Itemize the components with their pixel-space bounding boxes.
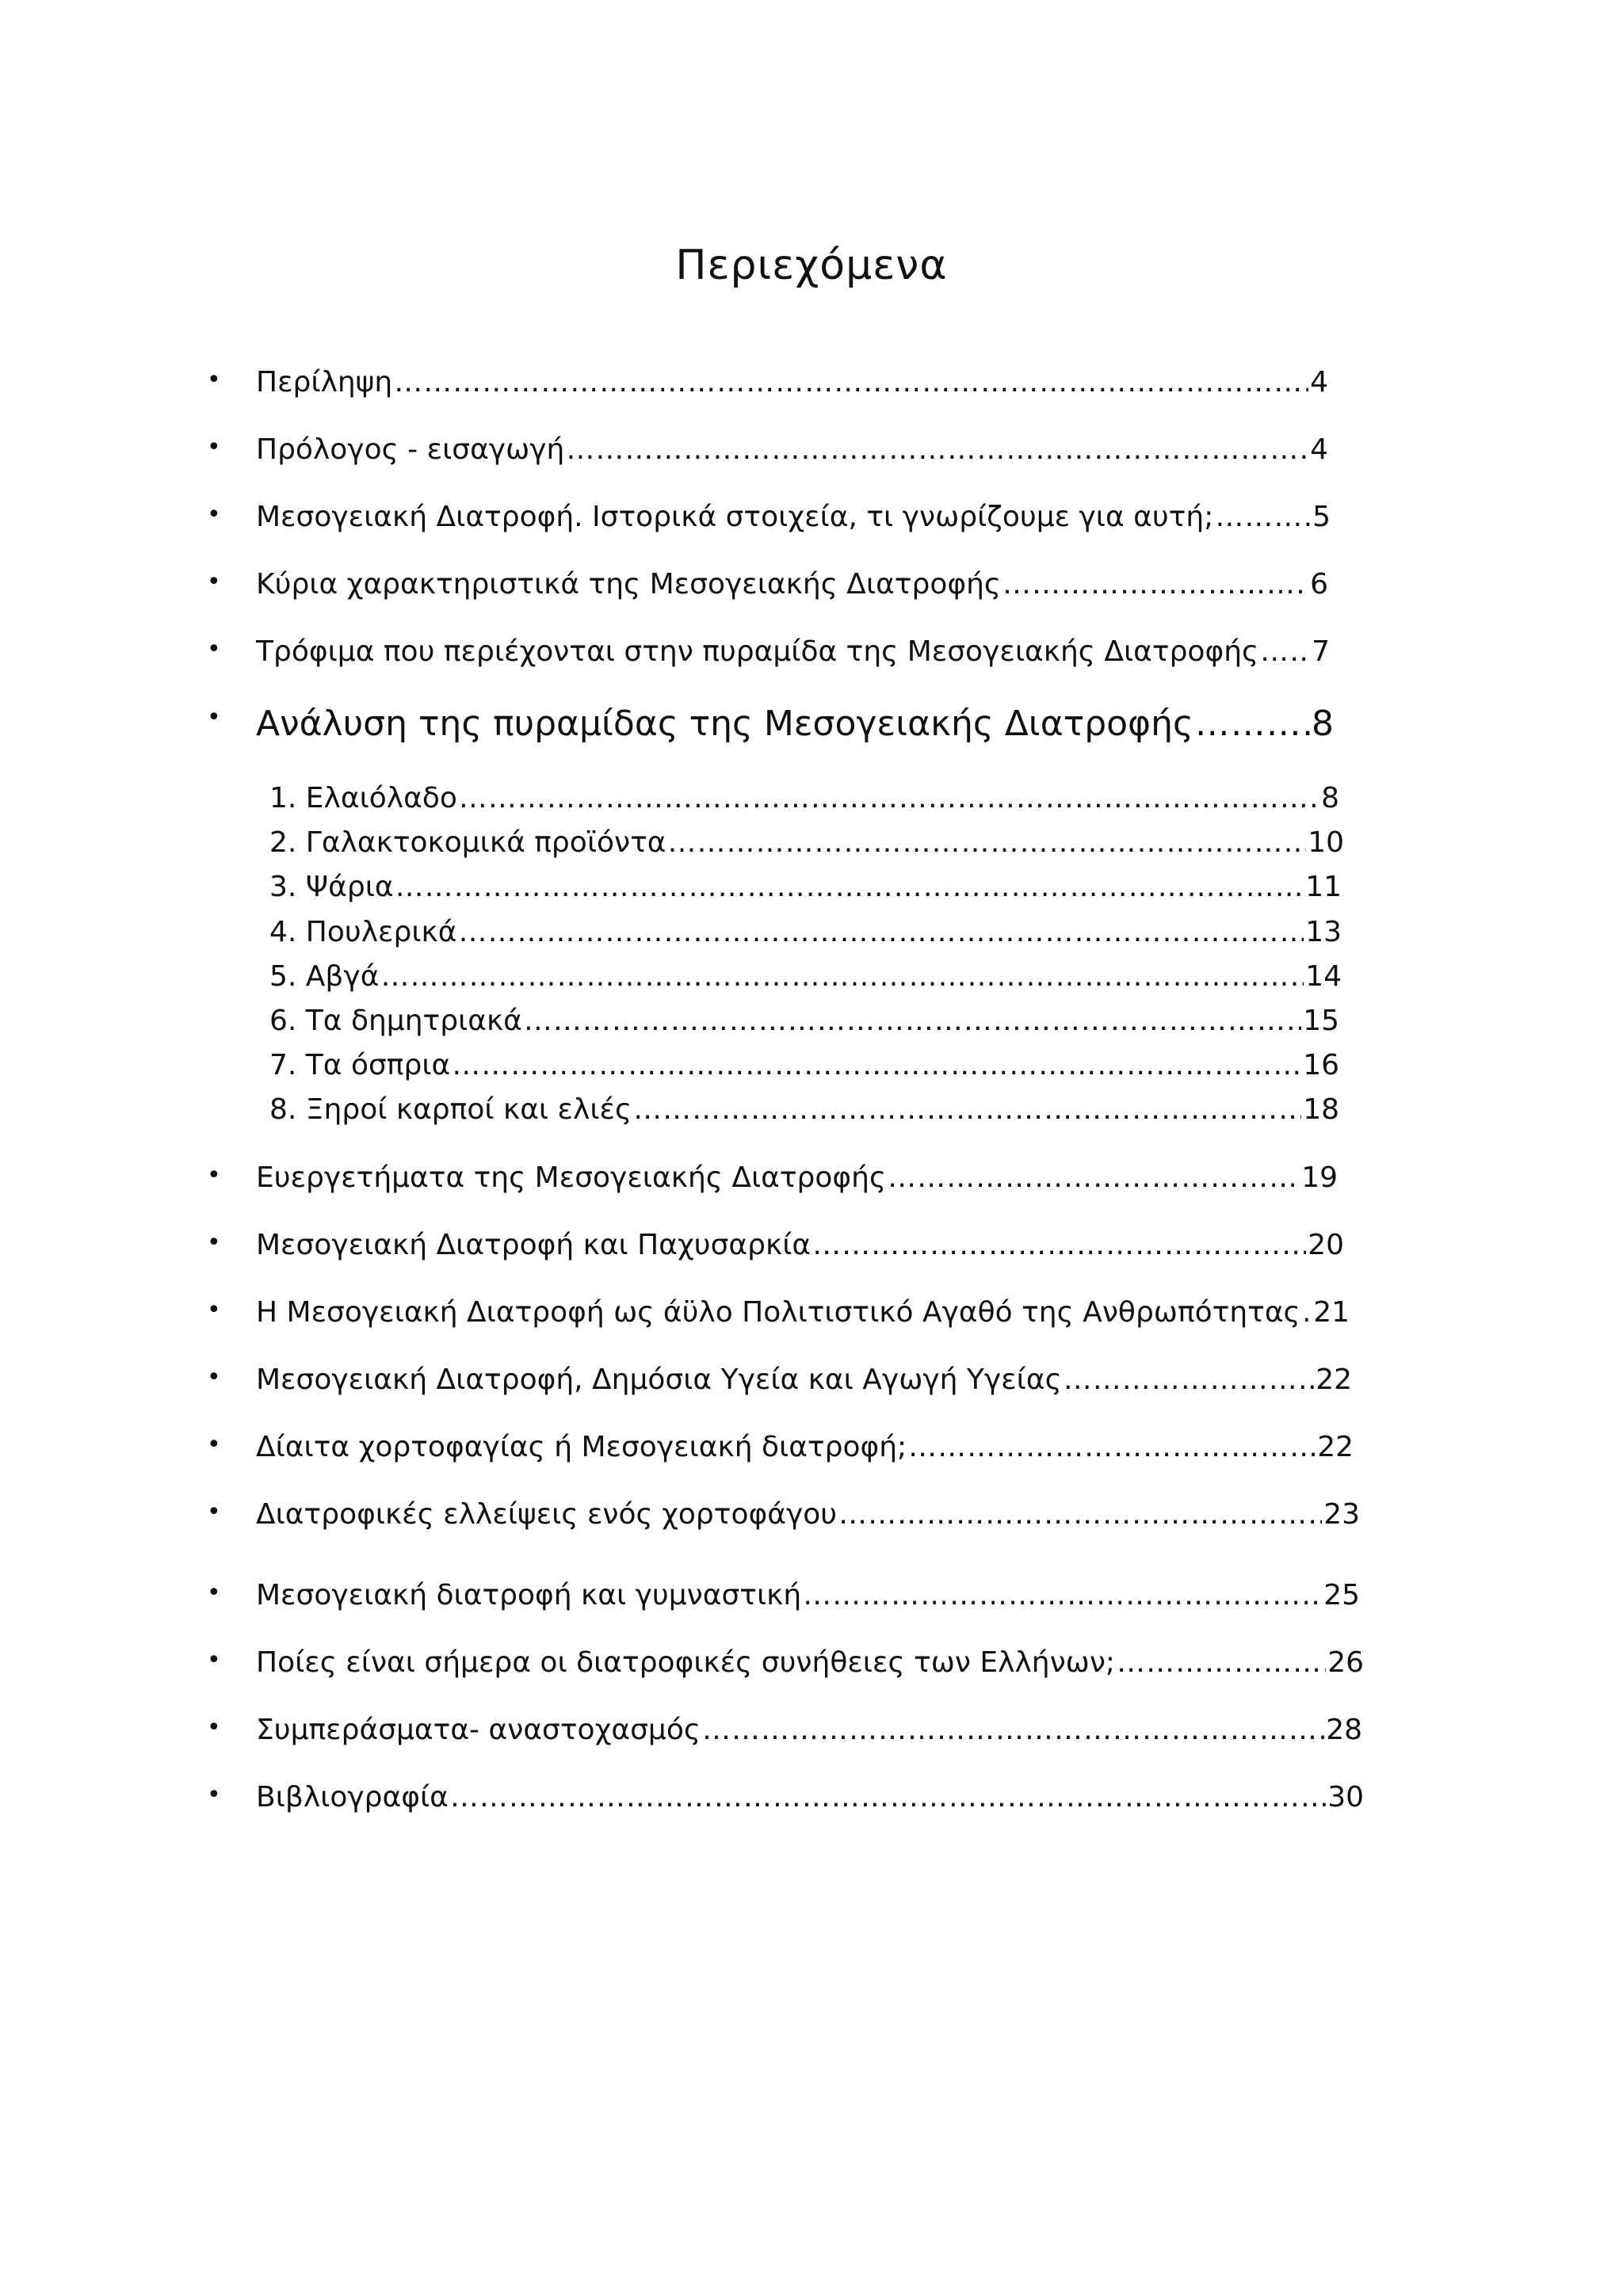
dot-leader	[380, 960, 1304, 993]
toc-entry-label: Ποίες είναι σήμερα οι διατροφικές συνήθειες των Ελλήνων;	[256, 1646, 1116, 1679]
toc-subentry[interactable]	[269, 1093, 1339, 1126]
toc-entry-page: 22	[1316, 1363, 1352, 1396]
toc-entry-page: 23	[1323, 1498, 1360, 1531]
toc-subentry[interactable]	[269, 782, 1339, 814]
bullet-icon: •	[207, 1646, 221, 1674]
dot-leader	[702, 1714, 1324, 1746]
toc-entry-label: Μεσογειακή Διατροφή και Παχυσαρκία	[256, 1229, 812, 1261]
dot-leader	[888, 1161, 1300, 1194]
dot-leader	[459, 782, 1319, 814]
bullet-icon: •	[207, 1229, 221, 1257]
bullet-icon: •	[207, 1363, 221, 1391]
page-title: Περιεχόμενα	[675, 242, 948, 289]
bullet-icon: •	[207, 1781, 221, 1809]
toc-entry-page: 19	[1301, 1161, 1338, 1194]
toc-entry-label: Μεσογειακή Διατροφή. Ιστορικά στοιχεία, τι γνωρίζουμε για αυτή;	[256, 501, 1214, 533]
toc-entry-label: Βιβλιογραφία	[256, 1781, 449, 1814]
dot-leader	[1117, 1646, 1326, 1679]
toc-entry-label: 6. Τα δημητριακά	[269, 1005, 522, 1037]
toc-entry-label: Μεσογειακή Διατροφή, Δημόσια Υγεία και Αγωγή Υγείας	[256, 1363, 1062, 1396]
toc-entry-label: Μεσογειακή διατροφή και γυμναστική	[256, 1579, 802, 1611]
toc-entry-page: 6	[1310, 568, 1328, 601]
dot-leader	[1215, 501, 1311, 533]
toc-entry-label: 4. Πουλερικά	[269, 916, 457, 948]
bullet-icon: •	[207, 501, 221, 528]
toc-entry-page: 22	[1317, 1431, 1354, 1463]
dot-leader	[1260, 635, 1310, 668]
toc-entry-label: Ανάλυση της πυραμίδας της Μεσογειακής Διατροφής	[256, 704, 1193, 744]
dot-leader	[395, 871, 1304, 903]
toc-entry-label: 1. Ελαιόλαδο	[269, 782, 457, 814]
toc-entry-label: 3. Ψάρια	[269, 871, 394, 903]
toc-entry-label: Κύρια χαρακτηριστικά της Μεσογειακής Διατροφής	[256, 568, 1002, 601]
toc-entry-label: Περίληψη	[256, 366, 393, 399]
toc-entry-label: Πρόλογος - εισαγωγή	[256, 433, 565, 466]
bullet-icon: •	[207, 1431, 221, 1459]
toc-entry-label: Διατροφικές ελλείψεις ενός χορτοφάγου	[256, 1498, 838, 1531]
toc-entry-page: 25	[1323, 1579, 1360, 1611]
dot-leader	[838, 1498, 1322, 1531]
bullet-icon: •	[207, 1161, 221, 1189]
toc-entry-page: 4	[1310, 366, 1328, 399]
toc-entry[interactable]	[207, 433, 1328, 466]
bullet-icon: •	[207, 1714, 221, 1741]
bullet-icon: •	[207, 433, 221, 461]
dot-leader	[812, 1229, 1306, 1261]
toc-subentry[interactable]	[269, 1005, 1339, 1037]
toc-entry-page: 21	[1313, 1296, 1350, 1329]
toc-entry-page: 7	[1312, 635, 1330, 668]
toc-entry-page: 11	[1305, 871, 1342, 903]
bullet-icon: •	[207, 1579, 221, 1607]
dot-leader	[1064, 1363, 1314, 1396]
toc-entry-page: 14	[1305, 960, 1342, 993]
toc-entry[interactable]	[207, 1363, 1352, 1396]
dot-leader	[633, 1093, 1301, 1126]
toc-entry[interactable]	[207, 568, 1328, 601]
toc-entry-label: Τρόφιμα που περιέχονται στην πυραμίδα της Μεσογειακής Διατροφής	[256, 635, 1259, 668]
toc-entry-page: 8	[1312, 704, 1334, 744]
toc-entry[interactable]	[207, 1646, 1364, 1679]
dot-leader	[452, 1049, 1301, 1081]
toc-entry-page: 26	[1327, 1646, 1364, 1679]
toc-entry[interactable]	[207, 1714, 1362, 1746]
toc-entry-label: 2. Γαλακτοκομικά προϊόντα	[269, 826, 666, 859]
toc-entry-page: 10	[1308, 826, 1344, 859]
dot-leader	[566, 433, 1308, 466]
toc-entry-page: 20	[1308, 1229, 1344, 1261]
toc-subentry[interactable]	[269, 960, 1342, 993]
toc-entry[interactable]	[207, 366, 1328, 399]
toc-entry[interactable]	[207, 1431, 1354, 1463]
toc-entry-page: 28	[1326, 1714, 1362, 1746]
toc-entry-page: 18	[1303, 1093, 1339, 1126]
toc-entry-page: 16	[1303, 1049, 1339, 1081]
toc-entry[interactable]	[207, 1579, 1360, 1611]
toc-entry-label: Ευεργετήματα της Μεσογειακής Διατροφής	[256, 1161, 887, 1194]
toc-entry-label: 7. Τα όσπρια	[269, 1049, 451, 1081]
toc-entry-page: 13	[1305, 916, 1342, 948]
dot-leader	[1195, 704, 1310, 744]
toc-entry[interactable]	[207, 635, 1330, 668]
dot-leader	[668, 826, 1307, 859]
toc-entry-page: 8	[1321, 782, 1339, 814]
toc-entry-label: Δίαιτα χορτοφαγίας ή Μεσογειακή διατροφή;	[256, 1431, 907, 1463]
toc-entry[interactable]	[207, 501, 1331, 533]
toc-entry[interactable]	[207, 1161, 1338, 1194]
dot-leader	[524, 1005, 1301, 1037]
bullet-icon: •	[207, 704, 221, 731]
bullet-icon: •	[207, 1296, 221, 1324]
bullet-icon: •	[207, 366, 221, 394]
dot-leader	[394, 366, 1308, 399]
toc-entry-analysis[interactable]	[207, 704, 1334, 744]
toc-entry-page: 30	[1327, 1781, 1364, 1814]
bullet-icon: •	[207, 1498, 221, 1526]
dot-leader	[450, 1781, 1326, 1814]
toc-entry[interactable]	[207, 1296, 1350, 1329]
toc-subentry[interactable]	[269, 826, 1344, 859]
toc-entry-label: Η Μεσογειακή Διατροφή ως άϋλο Πολιτιστικό Αγαθό της Ανθρωπότητας	[256, 1296, 1300, 1329]
toc-entry-page: 15	[1303, 1005, 1339, 1037]
toc-entry-label: 5. Αβγά	[269, 960, 380, 993]
dot-leader	[908, 1431, 1316, 1463]
toc-entry[interactable]	[207, 1781, 1364, 1814]
toc-subentry[interactable]	[269, 1049, 1339, 1081]
dot-leader	[803, 1579, 1322, 1611]
toc-entry-page: 5	[1312, 501, 1331, 533]
toc-entry-label: Συμπεράσματα- αναστοχασμός	[256, 1714, 701, 1746]
dot-leader	[1002, 568, 1308, 601]
toc-entry-page: 4	[1310, 433, 1328, 466]
toc-entry[interactable]	[207, 1229, 1344, 1261]
dot-leader	[458, 916, 1304, 948]
toc-subentry[interactable]	[269, 871, 1342, 903]
bullet-icon: •	[207, 635, 221, 663]
toc-entry-label: 8. Ξηροί καρποί και ελιές	[269, 1093, 632, 1126]
toc-subentry[interactable]	[269, 916, 1342, 948]
dot-leader	[1302, 1296, 1312, 1329]
toc-entry[interactable]	[207, 1498, 1360, 1531]
bullet-icon: •	[207, 568, 221, 596]
